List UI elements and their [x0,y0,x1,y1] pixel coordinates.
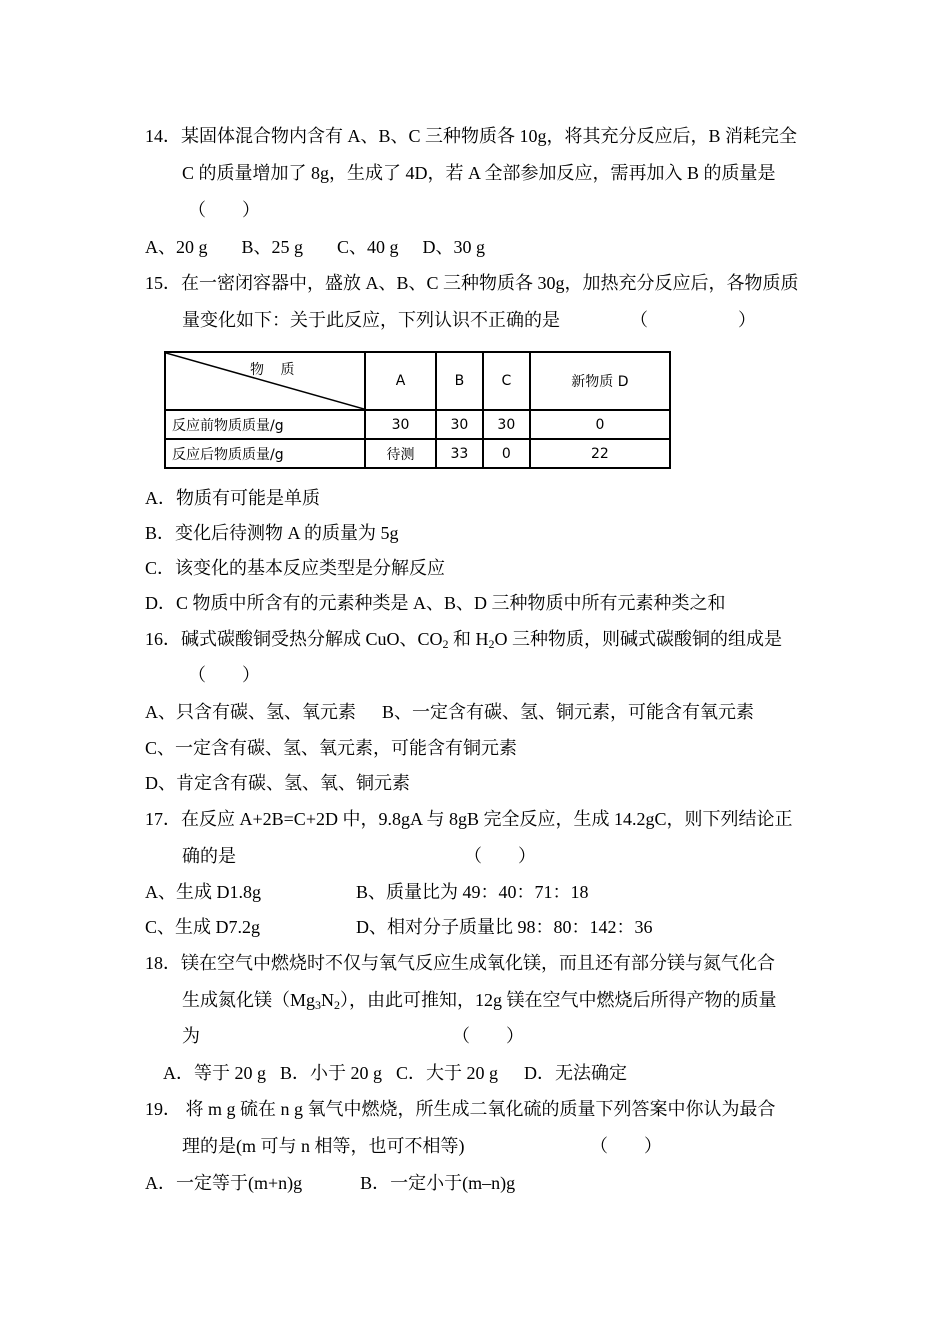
q16-stem-text: 16．碱式碳酸铜受热分解成 CuO、CO [145,629,443,649]
q17-option-a: A、生成 D1.8g [145,882,261,902]
q17-stem-line1: 17．在反应 A+2B=C+2D 中，9.8gA 与 8gB 完全反应，生成 14.2gC，则下列结论正 [145,809,793,829]
q17-answer-paren: （ ） [464,846,536,866]
subscript: 2 [488,637,495,651]
q14-option-d: D、30 g [422,237,486,257]
q18-stem-line3: 为 [182,1026,200,1046]
q18-option-a: A．等于 20 g [163,1063,266,1083]
q19-stem-line1: 19． 将 m g 硫在 n g 氧气中燃烧，所生成二氧化硫的质量下列答案中你认为最合 [145,1099,776,1119]
q15-mass-table [164,351,671,469]
q15-option-c: C．该变化的基本反应类型是分解反应 [145,558,446,578]
q16-option-b: B、一定含有碳、氢、铜元素，可能含有氧元素 [382,702,755,722]
q14-option-c: C、40 g [337,237,399,257]
q16-stem-line1 [145,628,782,650]
table-col-header-c: C [483,352,530,410]
table-corner-cell [165,352,365,410]
q18-stem-text: ），由此可推知，12g 镁在空气中燃烧后所得产物的质量 [340,990,777,1010]
q14-answer-paren: （ ） [188,200,260,220]
table-col-header-d: 新物质 D [530,352,670,410]
table-col-header-b: B [436,352,483,410]
q15-answer-paren: （ ） [630,310,756,330]
table-cell: 0 [483,439,530,468]
q17-stem-line2: 确的是 [182,846,236,866]
q18-stem-line2 [182,989,777,1011]
q14-option-b: B、25 g [241,237,304,257]
q14-stem-line2: C 的质量增加了 8g，生成了 4D，若 A 全部参加反应，需再加入 B 的质量是 [182,163,776,183]
table-cell: 33 [436,439,483,468]
q18-answer-paren: （ ） [452,1026,524,1046]
q17-option-b: B、质量比为 49：40：71：18 [356,882,589,902]
q16-options-ab [145,701,754,723]
q14-options [145,236,485,258]
table-cell: 30 [483,410,530,439]
q15-option-a: A．物质有可能是单质 [145,488,320,508]
q19-option-b: B．一定小于(m–n)g [360,1173,516,1193]
q17-option-c: C、生成 D7.2g [145,917,261,937]
table-row-label: 反应后物质质量/g [165,439,365,468]
table-cell: 30 [365,410,436,439]
table-corner-label: 物 质 [250,362,301,378]
table-cell: 0 [530,410,670,439]
q19-options [145,1172,515,1194]
q18-option-d: D．无法确定 [524,1063,628,1083]
q18-option-b: B．小于 20 g [280,1063,383,1083]
q16-stem-text: 和 H [448,629,489,649]
table-col-header-a: A [365,352,436,410]
q18-options [163,1062,627,1084]
q15-option-b: B．变化后待测物 A 的质量为 5g [145,523,399,543]
q16-option-d: D、肯定含有碳、氢、氧、铜元素 [145,773,410,793]
q18-stem-text: N [321,990,335,1010]
table-cell: 30 [436,410,483,439]
q16-option-a: A、只含有碳、氢、氧元素 [145,702,356,722]
q19-answer-paren: （ ） [590,1136,662,1156]
q14-stem-line1: 14．某固体混合物内含有 A、B、C 三种物质各 10g，将其充分反应后，B 消耗完全 [145,126,798,146]
q16-stem-text: O 三种物质，则碱式碳酸铜的组成是 [494,629,783,649]
q15-stem-line2: 量变化如下：关于此反应，下列认识不正确的是 [182,310,560,330]
q19-stem-line2: 理的是(m 可与 n 相等，也可不相等) [182,1136,465,1156]
q15-option-d: D．C 物质中所含有的元素种类是 A、B、D 三种物质中所有元素种类之和 [145,593,726,613]
q18-option-c: C．大于 20 g [396,1063,499,1083]
q19-option-a: A．一定等于(m+n)g [145,1173,303,1193]
subscript: 2 [334,998,341,1012]
table-cell: 待测 [365,439,436,468]
q16-option-c: C、一定含有碳、氢、氧元素，可能含有铜元素 [145,738,518,758]
table-cell: 22 [530,439,670,468]
subscript: 3 [315,998,322,1012]
q16-answer-paren: （ ） [188,665,260,685]
table-row [165,439,670,468]
q15-stem-line1: 15．在一密闭容器中，盛放 A、B、C 三种物质各 30g，加热充分反应后，各物质质 [145,273,799,293]
subscript: 2 [442,637,449,651]
table-row-label: 反应前物质质量/g [165,410,365,439]
q14-option-a: A、20 g [145,237,208,257]
q17-option-d: D、相对分子质量比 98：80：142：36 [356,917,653,937]
q18-stem-line1: 18．镁在空气中燃烧时不仅与氧气反应生成氧化镁，而且还有部分镁与氮气化合 [145,953,775,973]
table-row [165,410,670,439]
q18-stem-text: 生成氮化镁（Mg [182,990,316,1010]
